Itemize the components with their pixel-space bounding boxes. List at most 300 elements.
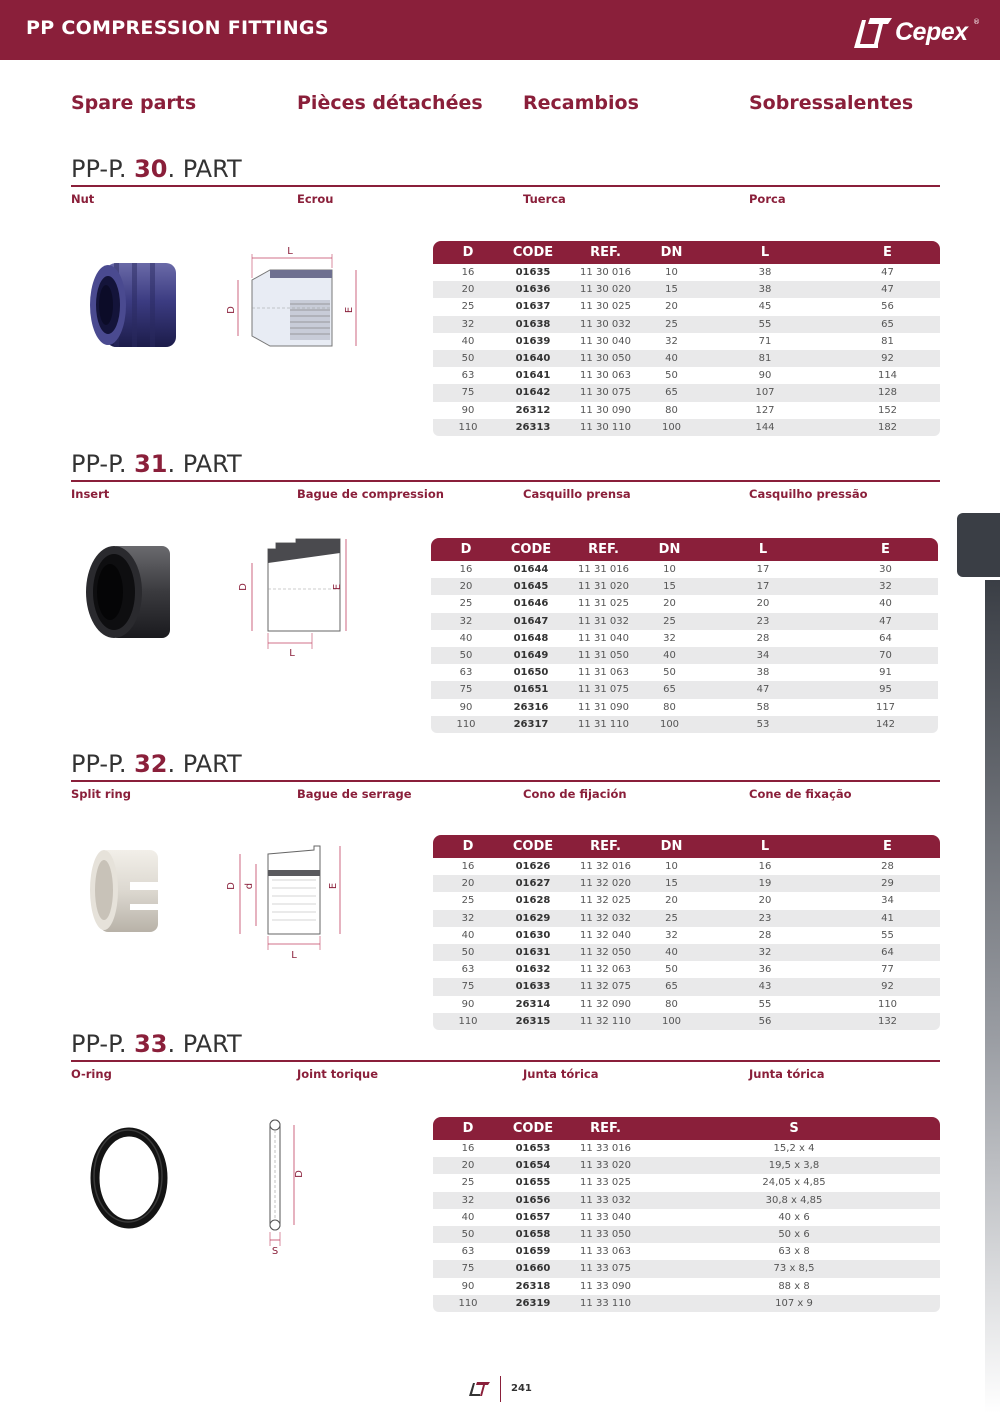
table-cell: 65	[646, 681, 693, 698]
registered-mark: ®	[973, 18, 980, 26]
table-cell: 110	[433, 1295, 503, 1312]
table-cell: 128	[835, 384, 940, 401]
footer-separator	[500, 1376, 501, 1402]
table-cell: 25	[646, 613, 693, 630]
table-cell: 32	[433, 316, 503, 333]
table-cell: 110	[431, 716, 501, 733]
table-cell: 01650	[513, 667, 549, 679]
table-cell: 10	[665, 267, 678, 279]
table-cell: 100	[648, 1013, 695, 1030]
table-cell: 16	[459, 564, 473, 576]
table-cell: 11 31 040	[578, 632, 629, 644]
column-header: L	[693, 538, 833, 561]
page-title: PP COMPRESSION FITTINGS	[26, 17, 329, 39]
table-cell: 01660	[503, 1260, 563, 1277]
table-cell: 25	[461, 1177, 475, 1189]
table-row	[433, 910, 940, 927]
part-name-pt: Porca	[749, 192, 786, 206]
table-cell: 11 31 110	[561, 716, 646, 733]
table-row	[433, 298, 940, 315]
table-cell: 75	[433, 978, 503, 995]
split-ring-photo	[86, 842, 166, 938]
dim-label-d-inner: d	[244, 882, 255, 890]
table-cell: 11 32 110	[563, 1013, 648, 1030]
table-cell: 50	[431, 647, 501, 664]
table-cell: 127	[755, 404, 775, 416]
table-cell: 38	[695, 281, 835, 298]
table-cell: 90	[459, 701, 473, 713]
table-cell: 11 32 075	[563, 978, 648, 995]
table-cell: 26314	[515, 998, 551, 1010]
table-cell: 01631	[503, 944, 563, 961]
table-cell: 95	[833, 681, 938, 698]
table-cell: 11 32 020	[563, 875, 648, 892]
table-cell: 26312	[515, 404, 551, 416]
table-cell: 58	[756, 701, 770, 713]
table-cell: 11 31 016	[578, 564, 629, 576]
table-cell: 11 33 075	[563, 1260, 648, 1277]
table-cell: 110	[877, 998, 898, 1010]
table-row	[433, 1140, 940, 1157]
table-cell: 40	[648, 350, 695, 367]
table-cell: 80	[663, 701, 676, 713]
column-header: CODE	[503, 1117, 563, 1140]
table-cell: 11 33 025	[580, 1177, 631, 1189]
table-cell: 01646	[513, 598, 549, 610]
table-header-row	[433, 835, 940, 858]
table-cell: 15	[648, 875, 695, 892]
column-header: REF.	[561, 538, 646, 561]
cepex-logo	[852, 14, 982, 54]
table-cell: 90	[461, 1280, 475, 1292]
table-row	[433, 1013, 940, 1030]
dim-label-l: L	[291, 950, 297, 961]
table-cell: 50	[433, 944, 503, 961]
table-cell: 50	[665, 370, 678, 382]
spec-table-31	[431, 538, 938, 733]
table-cell: 26315	[503, 1013, 563, 1030]
column-header: CODE	[501, 538, 561, 561]
table-cell: 01641	[515, 370, 551, 382]
insert-technical-drawing	[230, 535, 360, 665]
table-cell: 20	[433, 1157, 503, 1174]
table-cell: 45	[758, 301, 772, 313]
table-cell: 50 x 6	[648, 1226, 940, 1243]
table-row	[433, 333, 940, 350]
table-cell: 182	[835, 419, 940, 436]
table-row	[433, 875, 940, 892]
table-row	[433, 419, 940, 436]
table-row	[431, 664, 938, 681]
table-cell: 91	[879, 667, 892, 679]
table-cell: 01629	[503, 910, 563, 927]
table-cell: 142	[833, 716, 938, 733]
table-cell: 01654	[503, 1157, 563, 1174]
table-cell: 26313	[503, 419, 563, 436]
table-cell: 144	[695, 419, 835, 436]
table-row	[431, 647, 938, 664]
table-cell: 64	[879, 632, 892, 644]
table-cell: 43	[695, 978, 835, 995]
table-cell: 34	[693, 647, 833, 664]
table-row	[433, 961, 940, 978]
table-cell: 11 32 090	[580, 998, 631, 1010]
table-cell: 28	[881, 861, 894, 873]
table-cell: 11 32 040	[580, 929, 631, 941]
table-cell: 100	[648, 419, 695, 436]
table-row	[433, 1226, 940, 1243]
table-cell: 32	[665, 929, 678, 941]
table-cell: 11 30 040	[580, 335, 631, 347]
table-cell: 40	[879, 598, 892, 610]
dim-label-d-outer: D	[226, 882, 237, 890]
column-header: L	[695, 241, 835, 264]
side-tab	[957, 513, 1000, 577]
table-cell: 11 31 050	[561, 647, 646, 664]
table-cell: 01659	[515, 1246, 551, 1258]
part-name-es: Casquillo prensa	[523, 487, 631, 501]
table-cell: 55	[881, 929, 894, 941]
table-cell: 26316	[513, 701, 549, 713]
table-cell: 19,5 x 3,8	[648, 1157, 940, 1174]
table-cell: 01657	[515, 1211, 551, 1223]
dim-label-e: E	[328, 882, 339, 890]
table-row	[433, 1243, 940, 1260]
table-cell: 11 33 063	[580, 1246, 631, 1258]
table-cell: 20	[756, 598, 770, 610]
part-name-es: Junta tórica	[523, 1067, 599, 1081]
table-cell: 30,8 x 4,85	[648, 1192, 940, 1209]
table-cell: 11 30 032	[563, 316, 648, 333]
table-cell: 63 x 8	[778, 1246, 810, 1258]
table-row	[433, 1209, 940, 1226]
table-row	[433, 402, 940, 419]
part-name-pt: Cone de fixação	[749, 787, 852, 801]
table-cell: 11 32 016	[580, 861, 631, 873]
table-cell: 11 31 025	[578, 598, 629, 610]
table-cell: 11 33 090	[580, 1280, 631, 1292]
column-header: D	[433, 835, 503, 858]
table-cell: 11 31 032	[561, 613, 646, 630]
table-cell: 38	[758, 267, 772, 279]
table-cell: 90	[461, 998, 475, 1010]
spec-table-32	[433, 835, 940, 1030]
table-cell: 01655	[515, 1177, 551, 1189]
column-header: CODE	[503, 241, 563, 264]
dim-label-e: E	[332, 583, 343, 591]
table-row	[433, 996, 940, 1013]
table-cell: 01632	[515, 964, 551, 976]
section-divider	[71, 185, 940, 187]
table-row	[433, 1157, 940, 1174]
table-cell: 25	[648, 910, 695, 927]
table-cell: 63	[461, 370, 475, 382]
table-cell: 56	[881, 301, 894, 313]
table-cell: 40	[461, 929, 475, 941]
table-cell: 11 31 075	[561, 681, 646, 698]
table-row	[433, 384, 940, 401]
table-cell: 75	[433, 384, 503, 401]
table-cell: 25	[461, 301, 475, 313]
table-cell: 26319	[503, 1295, 563, 1312]
column-header: D	[433, 1117, 503, 1140]
table-cell: 40	[461, 1211, 475, 1223]
part-name-pt: Casquilho pressão	[749, 487, 868, 501]
table-cell: 81	[881, 335, 894, 347]
table-cell: 40	[646, 647, 693, 664]
table-cell: 16	[461, 861, 475, 873]
table-cell: 15,2 x 4	[773, 1143, 815, 1155]
table-cell: 28	[758, 929, 772, 941]
table-cell: 40	[459, 632, 473, 644]
table-cell: 20	[665, 895, 678, 907]
column-header: DN	[646, 538, 693, 561]
table-cell: 01642	[503, 384, 563, 401]
table-cell: 10	[665, 861, 678, 873]
table-cell: 80	[665, 404, 678, 416]
table-row	[433, 264, 940, 281]
table-cell: 24,05 x 4,85	[762, 1177, 826, 1189]
table-cell: 11 33 050	[563, 1226, 648, 1243]
dim-label-e: E	[344, 306, 355, 314]
table-cell: 11 31 063	[578, 667, 629, 679]
table-cell: 80	[665, 998, 678, 1010]
table-cell: 28	[756, 632, 770, 644]
table-cell: 152	[877, 404, 898, 416]
table-cell: 29	[835, 875, 940, 892]
table-row	[433, 1174, 940, 1191]
table-cell: 11 31 090	[578, 701, 629, 713]
table-cell: 11 33 032	[563, 1192, 648, 1209]
table-cell: 01635	[515, 267, 551, 279]
table-cell: 110	[433, 419, 503, 436]
section-title: PP-P. 33. PART	[71, 1030, 242, 1058]
section-title: PP-P. 32. PART	[71, 750, 242, 778]
column-header: DN	[648, 241, 695, 264]
table-cell: 47	[833, 613, 938, 630]
table-cell: 117	[875, 701, 896, 713]
table-cell: 20	[665, 301, 678, 313]
table-cell: 70	[833, 647, 938, 664]
table-cell: 20	[433, 875, 503, 892]
logo-wordmark: Cepex	[895, 18, 968, 46]
table-row	[431, 681, 938, 698]
side-gradient-bar	[985, 580, 1000, 1413]
table-cell: 26317	[501, 716, 561, 733]
table-cell: 17	[693, 578, 833, 595]
table-cell: 20	[431, 578, 501, 595]
table-cell: 01630	[515, 929, 551, 941]
table-cell: 40	[461, 335, 475, 347]
table-cell: 11 33 020	[563, 1157, 648, 1174]
table-cell: 19	[695, 875, 835, 892]
table-cell: 65	[648, 384, 695, 401]
table-cell: 11 32 032	[563, 910, 648, 927]
column-header: E	[835, 835, 940, 858]
table-cell: 01627	[503, 875, 563, 892]
table-cell: 10	[663, 564, 676, 576]
table-row	[433, 858, 940, 875]
table-cell: 11 31 020	[561, 578, 646, 595]
table-cell: 41	[835, 910, 940, 927]
table-cell: 11 32 050	[563, 944, 648, 961]
table-cell: 01628	[515, 895, 551, 907]
column-header: S	[648, 1117, 940, 1140]
table-cell: 47	[693, 681, 833, 698]
part-name-es: Cono de fijación	[523, 787, 627, 801]
lang-heading-fr: Pièces détachées	[297, 92, 483, 114]
spec-table-33	[433, 1117, 940, 1312]
dim-label-l: L	[289, 648, 295, 659]
table-cell: 38	[756, 667, 770, 679]
part-name-en: Split ring	[71, 787, 131, 801]
part-name-en: O-ring	[71, 1067, 112, 1081]
section-divider	[71, 1060, 940, 1062]
table-cell: 107 x 9	[648, 1295, 940, 1312]
table-cell: 36	[758, 964, 772, 976]
table-cell: 01644	[513, 564, 549, 576]
nut-technical-drawing	[220, 240, 370, 370]
table-row	[431, 613, 938, 630]
table-cell: 110	[433, 1013, 503, 1030]
table-header-row	[433, 241, 940, 264]
lang-heading-pt: Sobressalentes	[749, 92, 914, 114]
table-cell: 64	[835, 944, 940, 961]
table-cell: 11 32 025	[580, 895, 631, 907]
table-cell: 71	[758, 335, 772, 347]
table-cell: 32	[665, 335, 678, 347]
table-cell: 23	[693, 613, 833, 630]
table-row	[431, 578, 938, 595]
table-cell: 01633	[503, 978, 563, 995]
table-cell: 01638	[503, 316, 563, 333]
dim-label-d: D	[294, 1170, 305, 1178]
table-row	[433, 316, 940, 333]
table-cell: 63	[461, 1246, 475, 1258]
dim-label-l: L	[287, 246, 293, 257]
table-header-row	[431, 538, 938, 561]
table-cell: 11 30 110	[563, 419, 648, 436]
table-cell: 81	[695, 350, 835, 367]
part-name-en: Nut	[71, 192, 95, 206]
table-cell: 88 x 8	[778, 1280, 810, 1292]
column-header: D	[433, 241, 503, 264]
table-row	[433, 350, 940, 367]
table-cell: 26318	[515, 1280, 551, 1292]
column-header: E	[835, 241, 940, 264]
cepex-logo-mark-icon	[852, 14, 894, 52]
table-cell: 11 33 016	[580, 1143, 631, 1155]
o-ring-photo	[88, 1126, 170, 1230]
dim-label-d: D	[226, 306, 237, 314]
table-row	[431, 595, 938, 612]
table-cell: 11 33 040	[580, 1211, 631, 1223]
table-cell: 32	[833, 578, 938, 595]
part-name-pt: Junta tórica	[749, 1067, 825, 1081]
column-header: D	[431, 538, 501, 561]
table-cell: 16	[461, 1143, 475, 1155]
table-cell: 40 x 6	[778, 1211, 810, 1223]
section-title: PP-P. 30. PART	[71, 155, 242, 183]
table-cell: 114	[877, 370, 898, 382]
table-cell: 34	[881, 895, 894, 907]
lang-heading-en: Spare parts	[71, 92, 197, 114]
table-cell: 01658	[503, 1226, 563, 1243]
split-ring-technical-drawing	[222, 840, 362, 965]
table-row	[433, 1260, 940, 1277]
table-cell: 50	[663, 667, 676, 679]
table-cell: 01648	[513, 632, 549, 644]
table-cell: 01647	[501, 613, 561, 630]
table-row	[433, 927, 940, 944]
part-name-fr: Ecrou	[297, 192, 334, 206]
part-name-fr: Joint torique	[297, 1067, 379, 1081]
part-name-fr: Bague de compression	[297, 487, 444, 501]
footer-logo-icon	[468, 1380, 492, 1398]
table-cell: 40	[648, 944, 695, 961]
table-row	[433, 944, 940, 961]
table-row	[431, 630, 938, 647]
table-cell: 32	[695, 944, 835, 961]
table-cell: 32	[663, 632, 676, 644]
column-header: REF.	[563, 835, 648, 858]
table-cell: 01649	[501, 647, 561, 664]
table-cell: 73 x 8,5	[648, 1260, 940, 1277]
table-cell: 11 30 063	[580, 370, 631, 382]
table-cell: 01637	[515, 301, 551, 313]
table-cell: 01653	[515, 1143, 551, 1155]
table-cell: 11 30 050	[563, 350, 648, 367]
table-cell: 25	[648, 316, 695, 333]
table-cell: 63	[461, 964, 475, 976]
table-cell: 77	[881, 964, 894, 976]
table-cell: 25	[459, 598, 473, 610]
table-row	[433, 1278, 940, 1295]
table-cell: 65	[648, 978, 695, 995]
table-cell: 01656	[503, 1192, 563, 1209]
table-cell: 55	[695, 316, 835, 333]
table-cell: 132	[835, 1013, 940, 1030]
table-cell: 100	[646, 716, 693, 733]
table-cell: 92	[835, 350, 940, 367]
part-name-fr: Bague de serrage	[297, 787, 412, 801]
dim-label-s: S	[271, 1246, 279, 1257]
table-cell: 65	[835, 316, 940, 333]
table-cell: 11 30 016	[580, 267, 631, 279]
column-header: E	[833, 538, 938, 561]
dim-label-d: D	[238, 583, 249, 591]
table-cell: 11 33 110	[563, 1295, 648, 1312]
page-number: 241	[511, 1383, 532, 1394]
column-header: L	[695, 835, 835, 858]
table-cell: 32	[433, 910, 503, 927]
table-cell: 15	[648, 281, 695, 298]
table-cell: 16	[758, 861, 772, 873]
table-cell: 32	[433, 1192, 503, 1209]
table-cell: 25	[461, 895, 475, 907]
table-cell: 17	[756, 564, 770, 576]
table-row	[431, 561, 938, 578]
lang-heading-es: Recambios	[523, 92, 639, 114]
table-cell: 01640	[503, 350, 563, 367]
table-cell: 107	[695, 384, 835, 401]
table-cell: 01651	[501, 681, 561, 698]
section-title: PP-P. 31. PART	[71, 450, 242, 478]
table-cell: 90	[461, 404, 475, 416]
table-cell: 92	[835, 978, 940, 995]
section-divider	[71, 780, 940, 782]
column-header: DN	[648, 835, 695, 858]
